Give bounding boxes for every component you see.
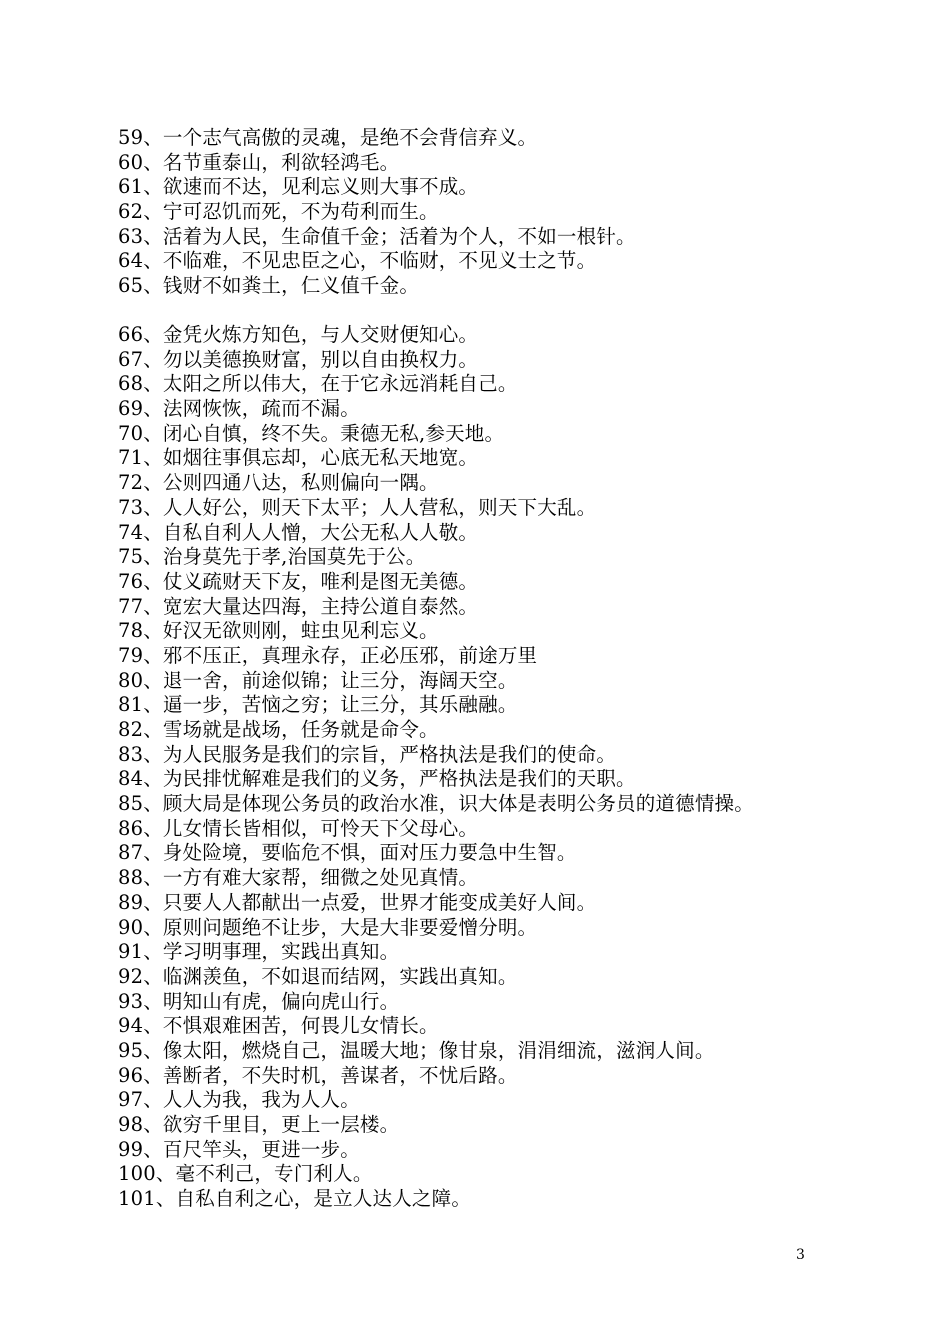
quote-line: 72、公则四通八达，私则偏向一隅。 [118,471,439,495]
quote-line: 64、不临难，不见忠臣之心，不临财，不见义士之节。 [118,249,597,273]
quote-line: 75、治身莫先于孝,治国莫先于公。 [118,545,426,569]
quote-line: 97、人人为我，我为人人。 [118,1088,360,1112]
page-number: 3 [796,1247,805,1263]
quote-line: 99、百尺竿头，更进一步。 [118,1137,360,1161]
quote-line: 61、欲速而不达，见利忘义则大事不成。 [118,175,479,199]
quote-line: 60、名节重泰山，利欲轻鸿毛。 [118,150,400,174]
quote-line: 96、善断者，不失时机，善谋者，不忧后路。 [118,1063,518,1087]
quote-line: 68、太阳之所以伟大，在于它永远消耗自己。 [118,372,518,396]
quote-line: 84、为民排忧解难是我们的义务，严格执法是我们的天职。 [118,767,636,791]
quote-line: 82、雪场就是战场，任务就是命令。 [118,718,439,741]
quote-line: 70、闭心自慎，终不失。秉德无私,参天地。 [118,421,505,445]
quote-line: 91、学习明事理，实践出真知。 [118,940,400,964]
quote-line: 65、钱财不如粪土，仁义值千金。 [118,274,420,298]
quote-line: 83、为人民服务是我们的宗旨，严格执法是我们的使命。 [118,742,617,766]
quote-list-section-1 [118,126,918,299]
quote-line: 86、儿女情长皆相似，可怜天下父母心。 [118,816,479,840]
quote-line: 78、好汉无欲则刚，蛀虫见利忘义。 [118,619,439,643]
quote-line: 71、如烟往事俱忘却，心底无私天地宽。 [118,446,479,470]
quote-line: 89、只要人人都献出一点爱，世界才能变成美好人间。 [118,890,597,914]
quote-line: 93、明知山有虎，偏向虎山行。 [118,989,400,1013]
quote-line: 87、身处险境，要临危不惧，面对压力要急中生智。 [118,841,577,865]
quote-line: 77、宽宏大量达四海，主持公道自泰然。 [118,594,479,618]
quote-line: 63、活着为人民，生命值千金；活着为个人，不如一根针。 [118,224,636,248]
quote-line: 85、顾大局是体现公务员的政治水准，识大体是表明公务员的道德情操。 [118,792,754,816]
quote-line: 95、像太阳，燃烧自己，温暖大地；像甘泉，涓涓细流，滋润人间。 [118,1038,715,1062]
quote-list-section-2 [118,323,918,1212]
quote-line: 88、一方有难大家帮，细微之处见真情。 [118,866,479,890]
quote-line: 80、退一舍，前途似锦；让三分，海阔天空。 [118,668,518,692]
quote-line: 74、自私自利人人憎，大公无私人人敬。 [118,520,479,544]
quote-line: 101、自私自利之心，是立人达人之障。 [118,1187,472,1211]
quote-line: 62、宁可忍饥而死，不为苟利而生。 [118,200,439,224]
quote-line: 98、欲穷千里目，更上一层楼。 [118,1113,400,1136]
quote-line: 59、一个志气高傲的灵魂，是绝不会背信弃义。 [118,126,538,149]
quote-line: 92、临渊羡鱼，不如退而结网，实践出真知。 [118,964,518,988]
quote-line: 67、勿以美德换财富，别以自由换权力。 [118,347,479,371]
quote-line: 73、人人好公，则天下太平；人人营私，则天下大乱。 [118,495,597,519]
quote-line: 79、邪不压正，真理永存，正必压邪，前途万里 [118,643,538,667]
quote-line: 100、毫不利己，专门利人。 [118,1162,373,1186]
quote-line: 81、逼一步，苦恼之穷；让三分，其乐融融。 [118,693,518,717]
quote-line: 90、原则问题绝不让步，大是大非要爱憎分明。 [118,915,538,939]
quote-line: 66、金凭火炼方知色，与人交财便知心。 [118,323,479,346]
quote-line: 94、不惧艰难困苦，何畏儿女情长。 [118,1014,439,1038]
quote-line: 69、法网恢恢，疏而不漏。 [118,397,360,421]
quote-line: 76、仗义疏财天下友，唯利是图无美德。 [118,569,479,593]
